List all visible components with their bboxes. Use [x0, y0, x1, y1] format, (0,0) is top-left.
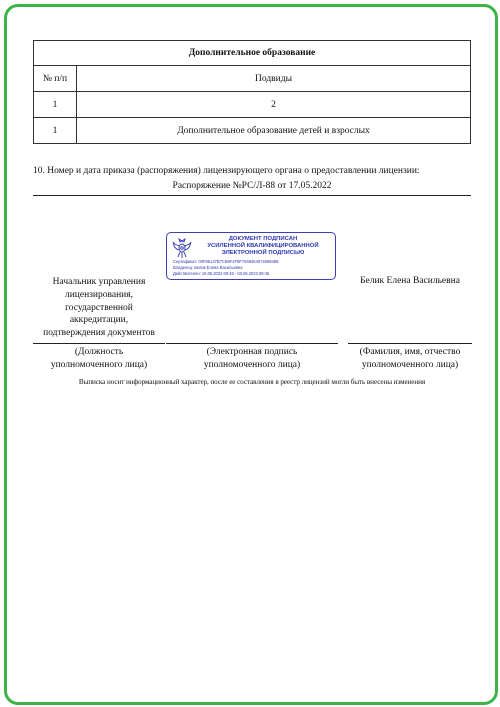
- signer-position: Начальник управления лицензирования, государственной аккредитации, подтверждения документов: [43, 277, 155, 339]
- signature-underline: [166, 343, 338, 344]
- caption-name: (Фамилия, имя, отчество уполномоченного лица): [359, 347, 461, 370]
- e-signature-stamp: [166, 232, 336, 280]
- caption-position: (Должность уполномоченного лица): [50, 347, 148, 370]
- column-number-header: № п/п: [34, 66, 77, 92]
- stamp-certificate: Сертификат: 00F86137B7CB6F4F8F7849464074698489: [173, 259, 279, 264]
- table-cell: 1: [34, 118, 77, 144]
- signature-underline: [348, 343, 472, 344]
- table-row: [34, 118, 471, 144]
- table-header: Дополнительное образование: [34, 41, 471, 66]
- education-table: [33, 40, 471, 144]
- stamp-owner: Владелец: Белик Елена Васильевна: [173, 265, 243, 270]
- table-cell: 2: [77, 92, 471, 118]
- table-cell: 1: [34, 92, 77, 118]
- signer-name: Белик Елена Васильевна: [360, 276, 460, 286]
- table-header-row: [34, 41, 471, 66]
- table-row: [34, 92, 471, 118]
- order-value: Распоряжение №РС/Л-88 от 17.05.2022: [172, 181, 332, 191]
- stamp-validity: Действителен: 10.05.2022 09:45 - 03.06.2023 09:45: [173, 271, 270, 276]
- column-subtype-header: Подвиды: [77, 66, 471, 92]
- order-label: 10. Номер и дата приказа (распоряжения) лицензирующего органа о предоставлении лицензии:: [33, 166, 420, 176]
- signature-underline: [33, 343, 165, 344]
- stamp-title: ДОКУМЕНТ ПОДПИСАН УСИЛЕННОЙ КВАЛИФИЦИРОВАННОЙ ЭЛЕКТРОННОЙ ПОДПИСЬЮ: [207, 236, 319, 256]
- divider: [33, 195, 471, 196]
- caption-esign: (Электронная подпись уполномоченного лица): [203, 347, 301, 370]
- table-cell: Дополнительное образование детей и взрослых: [77, 118, 471, 144]
- footnote: Выписка носит информационный характер, после ее составления в реестр лицензий могли быть внесены изменения: [78, 378, 426, 386]
- table-row: [34, 66, 471, 92]
- coat-of-arms-icon: [172, 237, 192, 259]
